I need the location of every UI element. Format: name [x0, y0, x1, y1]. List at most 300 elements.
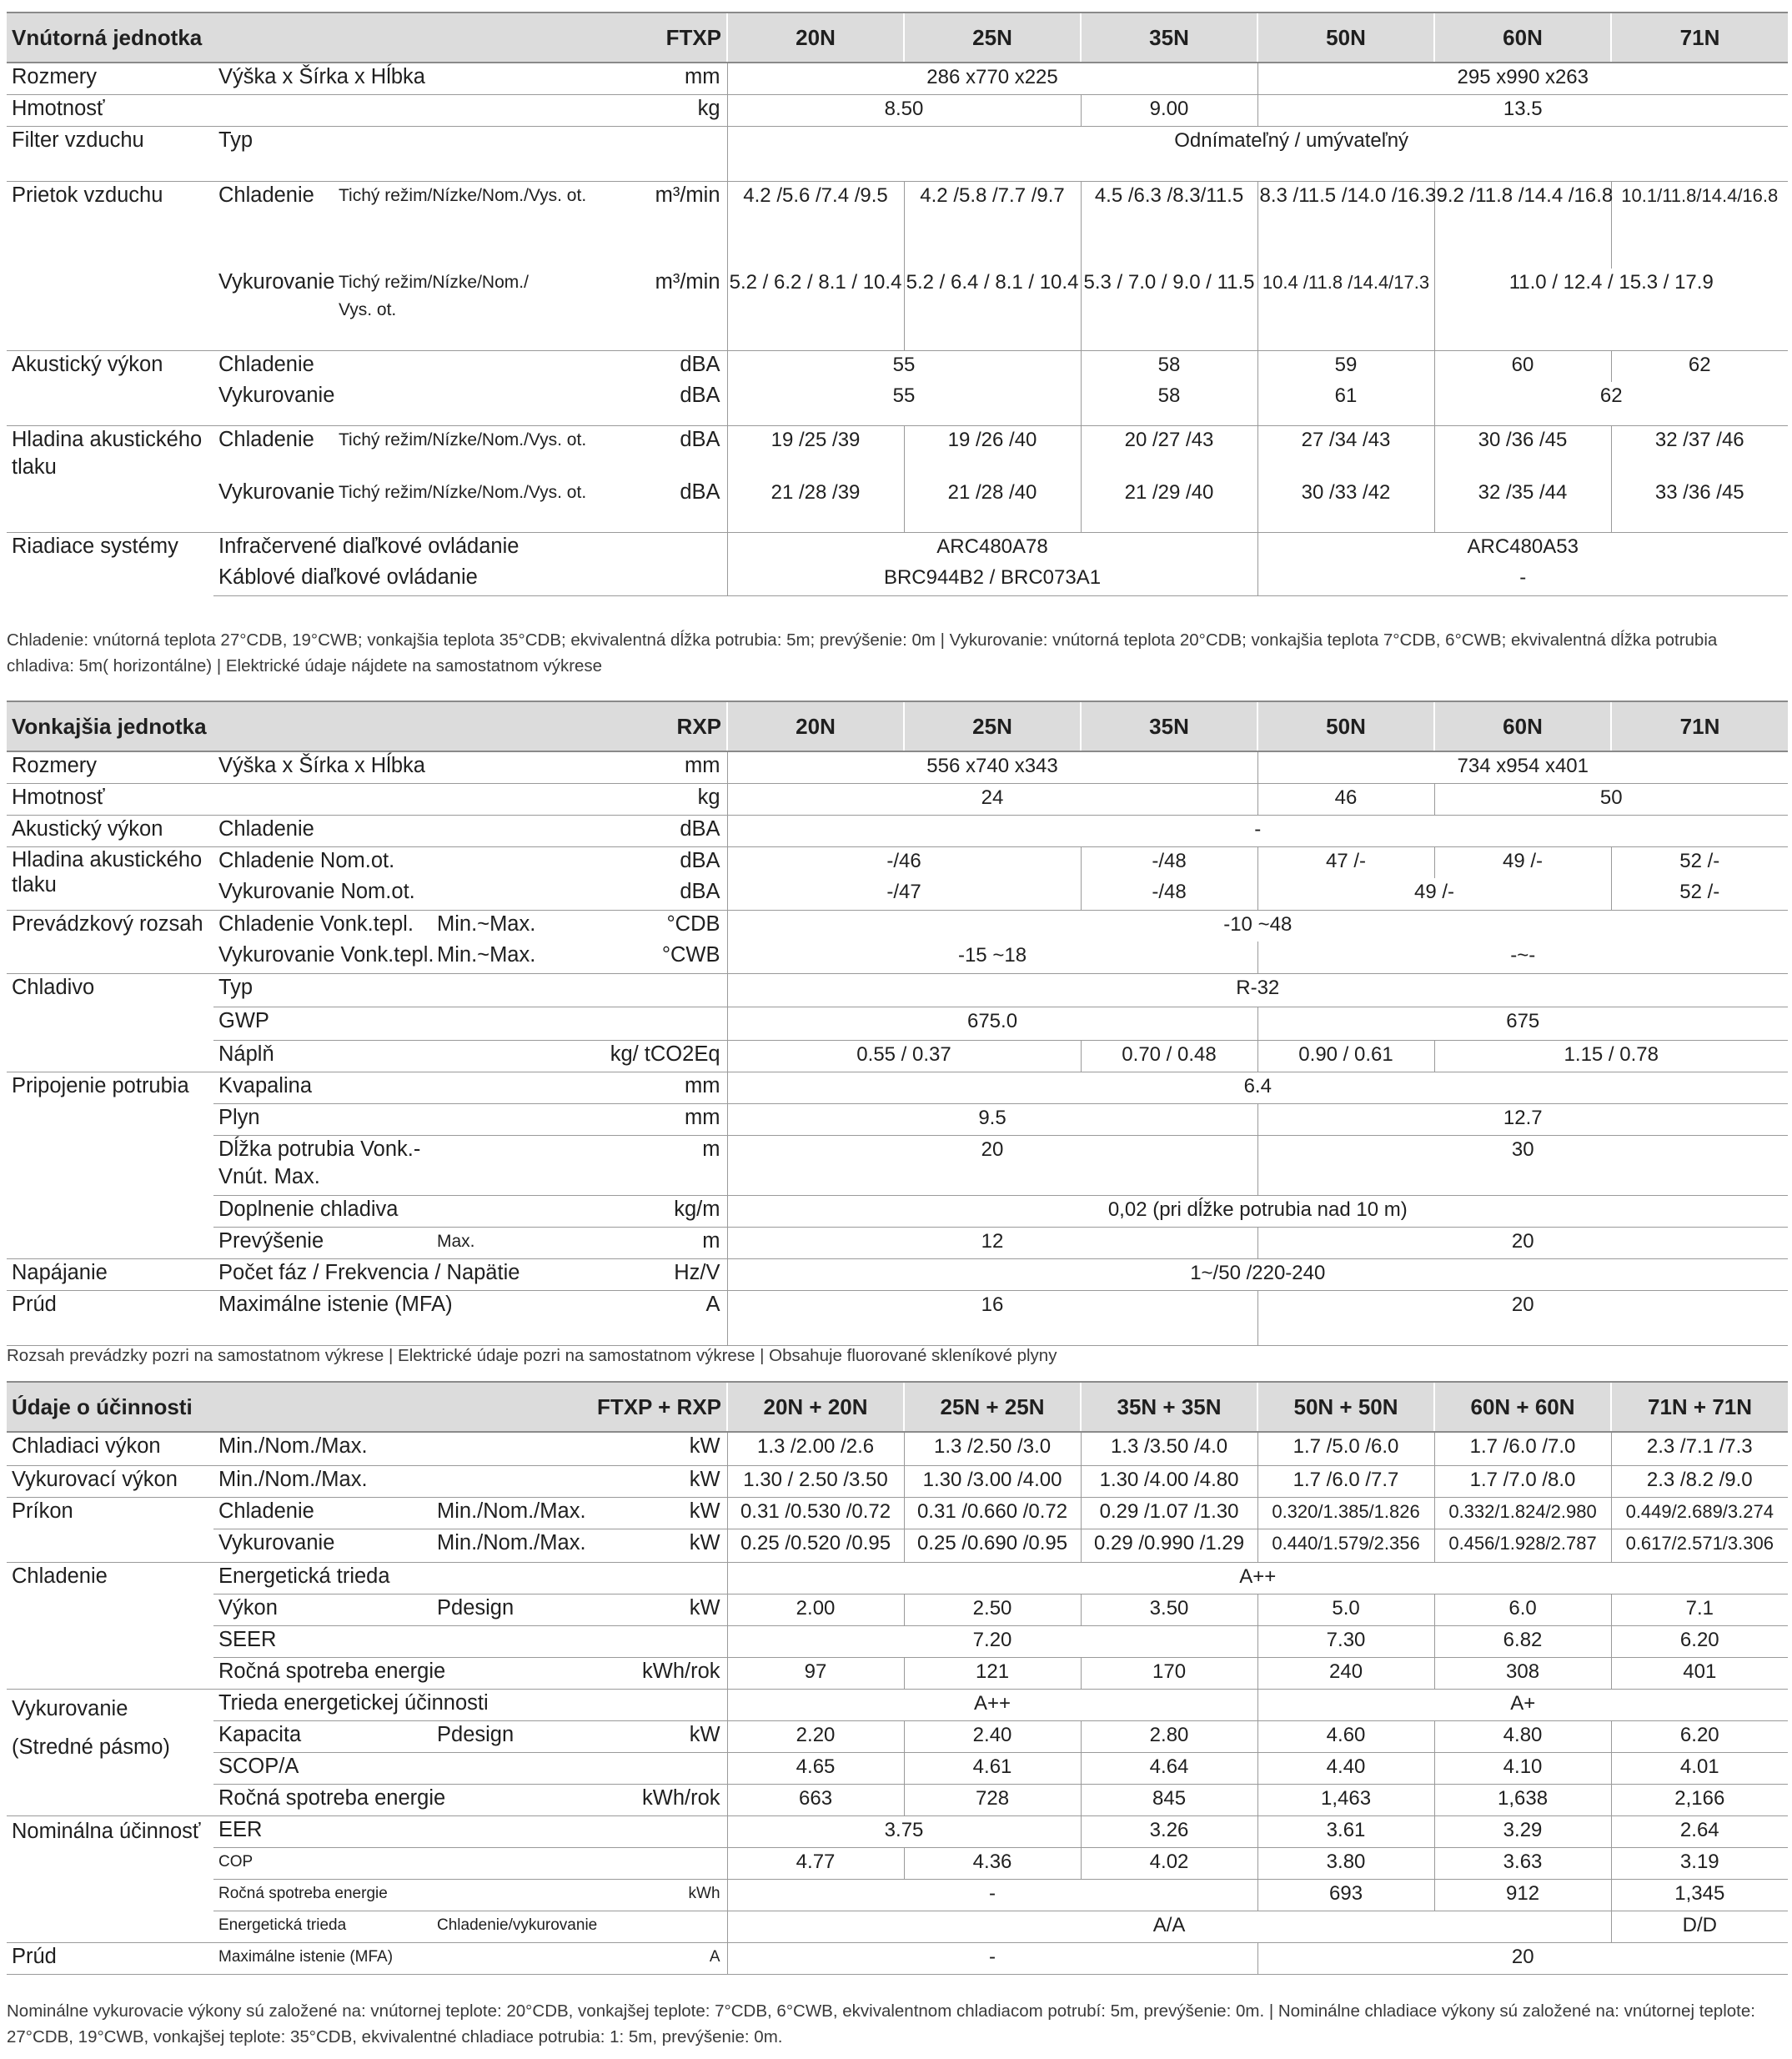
value-cell: 0.90 / 0.61 — [1257, 1040, 1434, 1072]
value-cell: - — [1257, 564, 1788, 595]
value-cell: 60 — [1434, 350, 1611, 382]
value-cell: 675 — [1257, 1007, 1788, 1040]
outdoor-dimensions-row — [7, 751, 1788, 783]
value-cell: -15 ~18 — [727, 942, 1257, 973]
efficiency-input-cool-row — [7, 1497, 1788, 1529]
row-sublabel: Maximálne istenie (MFA) — [213, 1290, 551, 1345]
row-sublabel: Chladenie Nom.ot. — [213, 846, 551, 878]
value-cell: 1.7 /7.0 /8.0 — [1434, 1465, 1611, 1497]
indoor-airflow-cool-row — [7, 181, 1788, 269]
value-cell: 0,02 (pri dĺžke potrubia nad 10 m) — [727, 1195, 1788, 1227]
value-cell: A++ — [727, 1689, 1257, 1720]
value-cell: 121 — [904, 1657, 1081, 1689]
row-unit: kWh/rok — [551, 1784, 727, 1815]
outdoor-liquid-row — [7, 1072, 1788, 1103]
row-label: Hladina akustického tlaku — [7, 425, 213, 532]
row-sublabel: Infračervené diaľkové ovládanie — [213, 532, 727, 564]
value-cell: 20 /27 /43 — [1081, 425, 1257, 479]
row-sublabel: Trieda energetickej účinnosti — [213, 1689, 727, 1720]
value-cell: 6.4 — [727, 1072, 1788, 1103]
row-unit: kWh/rok — [551, 1657, 727, 1689]
outdoor-model: 35N — [1081, 701, 1257, 751]
value-cell: 6.0 — [1434, 1594, 1611, 1625]
indoor-model: 25N — [904, 13, 1081, 63]
efficiency-heat-class-row — [7, 1689, 1788, 1720]
value-cell: -/47 — [727, 878, 1081, 910]
row-sublabel: Energetická trieda — [213, 1562, 727, 1594]
value-cell: 9.00 — [1081, 94, 1257, 126]
row-label: Akustický výkon — [7, 350, 213, 425]
value-cell: ARC480A78 — [727, 532, 1257, 564]
value-cell: 3.50 — [1081, 1594, 1257, 1625]
value-cell: 2.80 — [1081, 1720, 1257, 1752]
value-cell: D/D — [1611, 1911, 1788, 1942]
row-sublabel: SEER — [213, 1625, 727, 1657]
row-unit: °CWB — [661, 943, 720, 967]
value-cell: 12.7 — [1257, 1103, 1788, 1135]
outdoor-refrigerant-type-row — [7, 973, 1788, 1007]
value-cell: 3.29 — [1434, 1815, 1611, 1847]
outdoor-pressure-heat-row — [7, 878, 1788, 910]
value-cell: 0.449/2.689/3.274 — [1611, 1497, 1788, 1529]
value-cell: 4.65 — [727, 1752, 904, 1784]
value-cell: 0.456/1.928/2.787 — [1434, 1529, 1611, 1562]
row-sublabel: Ročná spotreba energie — [213, 1879, 551, 1911]
indoor-model: 71N — [1611, 13, 1788, 63]
indoor-ir-control-row — [7, 532, 1788, 564]
outdoor-gas-row — [7, 1103, 1788, 1135]
efficiency-model: 50N + 50N — [1257, 1382, 1434, 1432]
value-cell: 11.0 / 12.4 / 15.3 / 17.9 — [1434, 269, 1788, 350]
efficiency-model: 20N + 20N — [727, 1382, 904, 1432]
value-cell: 4.61 — [904, 1752, 1081, 1784]
row-label: Rozmery — [7, 63, 213, 94]
value-cell: 0.440/1.579/2.356 — [1257, 1529, 1434, 1562]
row-mode: Min./Nom./Max. — [432, 1497, 551, 1529]
value-cell: 52 /- — [1611, 846, 1788, 878]
row-label: Chladivo — [7, 973, 213, 1072]
row-label: Prietok vzduchu — [7, 181, 213, 350]
value-cell: 401 — [1611, 1657, 1788, 1689]
value-cell: - — [727, 1879, 1257, 1911]
value-cell: 4.40 — [1257, 1752, 1434, 1784]
value-cell: 0.320/1.385/1.826 — [1257, 1497, 1434, 1529]
value-cell: 1.3 /3.50 /4.0 — [1081, 1432, 1257, 1465]
row-label: Pripojenie potrubia — [7, 1072, 213, 1258]
row-unit: dBA — [551, 425, 727, 479]
indoor-filter-row — [7, 126, 1788, 181]
row-unit: mm — [551, 63, 727, 94]
outdoor-gwp-row — [7, 1007, 1788, 1040]
value-cell: 675.0 — [727, 1007, 1257, 1040]
value-cell: 2.50 — [904, 1594, 1081, 1625]
value-cell: 32 /37 /46 — [1611, 425, 1788, 479]
value-cell: 16 — [727, 1290, 1257, 1345]
value-cell: -/48 — [1081, 878, 1257, 910]
efficiency-input-heat-row — [7, 1529, 1788, 1562]
row-sublabel: Káblové diaľkové ovládanie — [213, 564, 727, 595]
value-cell: 4.77 — [727, 1847, 904, 1879]
value-cell: 1.15 / 0.78 — [1434, 1040, 1788, 1072]
row-sublabel: Vykurovanie — [218, 270, 335, 294]
value-cell: 21 /28 /39 — [727, 479, 904, 532]
row-mode: Tichý režim/Nízke/Nom./Vys. ot. — [334, 425, 551, 479]
value-cell: 240 — [1257, 1657, 1434, 1689]
row-unit: m³/min — [655, 270, 720, 294]
row-unit: kW — [551, 1594, 727, 1625]
row-sublabel: Vykurovanie — [213, 1529, 432, 1562]
row-sublabel: Maximálne istenie (MFA) — [213, 1942, 551, 1974]
value-cell: 0.617/2.571/3.306 — [1611, 1529, 1788, 1562]
row-unit: kW — [551, 1432, 727, 1465]
value-cell: 20 — [1257, 1942, 1788, 1974]
row-label: Chladiaci výkon — [7, 1432, 213, 1465]
row-sublabel: SCOP/A — [213, 1752, 727, 1784]
row-label: Hladina akustického tlaku — [7, 846, 213, 910]
row-unit: A — [551, 1942, 727, 1974]
value-cell: 295 x990 x263 — [1257, 63, 1788, 94]
row-mode: Min./Nom./Max. — [432, 1529, 551, 1562]
outdoor-charge-row — [7, 1040, 1788, 1072]
value-cell: 1~/50 /220-240 — [727, 1258, 1788, 1290]
outdoor-title: Vonkajšia jednotka — [7, 701, 551, 751]
efficiency-header-row — [7, 1382, 1788, 1432]
outdoor-model: 50N — [1257, 701, 1434, 751]
efficiency-seer-row — [7, 1625, 1788, 1657]
value-cell: 49 /- — [1257, 878, 1611, 910]
value-cell: 734 x954 x401 — [1257, 751, 1788, 783]
indoor-code: FTXP — [551, 13, 727, 63]
value-cell: 20 — [727, 1135, 1257, 1195]
value-cell: 1,638 — [1434, 1784, 1611, 1815]
value-cell: 4.36 — [904, 1847, 1081, 1879]
outdoor-code: RXP — [551, 701, 727, 751]
row-sublabel: Vykurovanie — [218, 480, 335, 504]
value-cell: 0.29 /0.990 /1.29 — [1081, 1529, 1257, 1562]
row-sublabel: Vykurovanie — [218, 384, 335, 407]
value-cell: 1.3 /2.50 /3.0 — [904, 1432, 1081, 1465]
value-cell: 1.7 /6.0 /7.7 — [1257, 1465, 1434, 1497]
value-cell: 20 — [1257, 1227, 1788, 1258]
row-sublabel: Typ — [213, 973, 727, 1007]
value-cell: 286 x770 x225 — [727, 63, 1257, 94]
value-cell: 308 — [1434, 1657, 1611, 1689]
outdoor-weight-row — [7, 783, 1788, 815]
row-unit: dBA — [680, 880, 720, 903]
row-unit: kW — [551, 1720, 727, 1752]
efficiency-footnote: Nominálne vykurovacie výkony sú založené na: vnútornej teplote: 20°CDB, vonkajšej teplote: 7°CDB, 6°CWB, ekvivalentnom chladiacom potrubí: 5m, prevýšenie: 0m. | Nominálne chladiace výkony sú založené na: vnútornej teplote: 27°CDB, 19°CWB, vonkajšej teplote: 35°CDB, ekvivalentné chladiace potrubia: 1: 5m, prevýšenie: 0m. — [7, 2001, 1755, 2046]
row-label: Hmotnosť — [7, 783, 213, 815]
value-cell: 1.30 / 2.50 /3.50 — [727, 1465, 904, 1497]
efficiency-model: 25N + 25N — [904, 1382, 1081, 1432]
value-cell: 4.64 — [1081, 1752, 1257, 1784]
row-label: Prúd — [7, 1942, 213, 1974]
row-unit: kWh — [551, 1879, 727, 1911]
row-sublabel: Plyn — [213, 1103, 551, 1135]
row-label: Nominálna účinnosť — [7, 1815, 213, 1942]
value-cell: 8.50 — [727, 94, 1081, 126]
indoor-dimensions-row — [7, 63, 1788, 94]
row-unit: mm — [551, 1103, 727, 1135]
row-mode: Min.~Max. — [437, 943, 536, 967]
row-sublabel: Ročná spotreba energie — [213, 1657, 551, 1689]
efficiency-pdesign-row — [7, 1594, 1788, 1625]
outdoor-current-row — [7, 1290, 1788, 1345]
value-cell: 9.2 /11.8 /14.4 /16.8 — [1434, 181, 1611, 269]
value-cell: 3.26 — [1081, 1815, 1257, 1847]
indoor-model: 20N — [727, 13, 904, 63]
value-cell: 3.61 — [1257, 1815, 1434, 1847]
row-sublabel: Ročná spotreba energie — [213, 1784, 551, 1815]
outdoor-additional-charge-row — [7, 1195, 1788, 1227]
value-cell: 5.0 — [1257, 1594, 1434, 1625]
value-cell: -/46 — [727, 846, 1081, 878]
row-unit: mm — [551, 1072, 727, 1103]
value-cell: -10 ~48 — [727, 910, 1788, 942]
value-cell: 0.55 / 0.37 — [727, 1040, 1081, 1072]
outdoor-pipe-length-row — [7, 1135, 1788, 1195]
value-cell: 1.7 /5.0 /6.0 — [1257, 1432, 1434, 1465]
row-label: Akustický výkon — [7, 815, 213, 846]
value-cell: - — [727, 1942, 1257, 1974]
value-cell: BRC944B2 / BRC073A1 — [727, 564, 1257, 595]
row-sublabel: Chladenie — [213, 425, 334, 479]
efficiency-model: 60N + 60N — [1434, 1382, 1611, 1432]
row-sublabel: Výkon — [213, 1594, 432, 1625]
efficiency-heating-capacity-row — [7, 1465, 1788, 1497]
efficiency-cop-row — [7, 1847, 1788, 1879]
row-sublabel: Typ — [213, 126, 551, 181]
value-cell: 30 /33 /42 — [1257, 479, 1434, 532]
row-unit: dBA — [551, 815, 727, 846]
value-cell: 12 — [727, 1227, 1257, 1258]
value-cell: 32 /35 /44 — [1434, 479, 1611, 532]
value-cell: 1.3 /2.00 /2.6 — [727, 1432, 904, 1465]
row-sublabel: Výška x Šírka x Hĺbka — [213, 63, 551, 94]
row-unit: m — [551, 1135, 727, 1195]
row-sublabel: Chladenie — [213, 815, 551, 846]
value-cell: 19 /25 /39 — [727, 425, 904, 479]
value-cell: 1,345 — [1611, 1879, 1788, 1911]
value-cell: 6.20 — [1611, 1720, 1788, 1752]
value-cell: 7.30 — [1257, 1625, 1434, 1657]
efficiency-current-row — [7, 1942, 1788, 1974]
value-cell: 52 /- — [1611, 878, 1788, 910]
value-cell: 8.3 /11.5 /14.0 /16.3 — [1257, 181, 1434, 269]
value-cell: 4.80 — [1434, 1720, 1611, 1752]
row-unit: Hz/V — [551, 1258, 727, 1290]
row-unit: mm — [551, 751, 727, 783]
row-unit: kg — [551, 783, 727, 815]
row-mode: Pdesign — [432, 1720, 551, 1752]
indoor-sound-power-cool-row — [7, 350, 1788, 382]
value-cell: 1.30 /4.00 /4.80 — [1081, 1465, 1257, 1497]
value-cell: 2.3 /8.2 /9.0 — [1611, 1465, 1788, 1497]
value-cell: Odnímateľný / umývateľný — [727, 126, 1788, 181]
indoor-spec-table — [7, 12, 1788, 596]
outdoor-header-row — [7, 701, 1788, 751]
row-label: Chladenie — [7, 1562, 213, 1689]
outdoor-sound-power-row — [7, 815, 1788, 846]
value-cell: 0.25 /0.520 /0.95 — [727, 1529, 904, 1562]
value-cell: 62 — [1611, 350, 1788, 382]
efficiency-title: Údaje o účinnosti — [7, 1382, 551, 1432]
row-sublabel: Doplnenie chladiva — [213, 1195, 551, 1227]
value-cell: -/48 — [1081, 846, 1257, 878]
value-cell: 3.75 — [727, 1815, 1081, 1847]
value-cell: A+ — [1257, 1689, 1788, 1720]
value-cell: -~- — [1257, 942, 1788, 973]
value-cell: 50 — [1434, 783, 1788, 815]
indoor-airflow-heat-row — [7, 269, 1788, 350]
value-cell: 4.2 /5.8 /7.7 /9.7 — [904, 181, 1081, 269]
value-cell: 21 /28 /40 — [904, 479, 1081, 532]
value-cell: 6.82 — [1434, 1625, 1611, 1657]
row-sublabel: COP — [213, 1847, 727, 1879]
row-sublabel: Chladenie — [213, 350, 551, 382]
value-cell: 21 /29 /40 — [1081, 479, 1257, 532]
value-cell: 55 — [727, 382, 1081, 425]
value-cell: 24 — [727, 783, 1257, 815]
efficiency-nominal-class-row — [7, 1911, 1788, 1942]
efficiency-nominal-annual-row — [7, 1879, 1788, 1911]
row-sublabel: GWP — [213, 1007, 727, 1040]
value-cell: 62 — [1434, 382, 1788, 425]
row-label: Hmotnosť — [7, 94, 213, 126]
row-sublabel: Vykurovanie Vonk.tepl. — [218, 943, 434, 967]
efficiency-capacity-row — [7, 1720, 1788, 1752]
efficiency-cooling-capacity-row — [7, 1432, 1788, 1465]
indoor-header-row — [7, 13, 1788, 63]
value-cell: 4.01 — [1611, 1752, 1788, 1784]
row-label: Príkon — [7, 1497, 213, 1562]
row-unit: kg/m — [551, 1195, 727, 1227]
value-cell: 59 — [1257, 350, 1434, 382]
efficiency-code: FTXP + RXP — [551, 1382, 727, 1432]
indoor-pressure-cool-row — [7, 425, 1788, 479]
efficiency-scop-row — [7, 1752, 1788, 1784]
row-label: Vykurovací výkon — [7, 1465, 213, 1497]
indoor-model: 50N — [1257, 13, 1434, 63]
value-cell: 20 — [1257, 1290, 1788, 1345]
value-cell: 728 — [904, 1784, 1081, 1815]
indoor-weight-row — [7, 94, 1788, 126]
value-cell: 4.2 /5.6 /7.4 /9.5 — [727, 181, 904, 269]
value-cell: 1.7 /6.0 /7.0 — [1434, 1432, 1611, 1465]
row-unit: dBA — [551, 846, 727, 878]
value-cell: 0.31 /0.530 /0.72 — [727, 1497, 904, 1529]
value-cell: 97 — [727, 1657, 904, 1689]
row-label: Napájanie — [7, 1258, 213, 1290]
outdoor-model: 60N — [1434, 701, 1611, 751]
row-unit: kg — [551, 94, 727, 126]
value-cell: 2.40 — [904, 1720, 1081, 1752]
value-cell: 5.3 / 7.0 / 9.0 / 11.5 — [1081, 269, 1257, 350]
row-sublabel: Kapacita — [213, 1720, 432, 1752]
outdoor-operation-cool-row — [7, 910, 1788, 942]
efficiency-model: 35N + 35N — [1081, 1382, 1257, 1432]
row-sublabel: Min./Nom./Max. — [213, 1432, 551, 1465]
row-mode: Min.~Max. — [432, 910, 551, 942]
value-cell: 7.1 — [1611, 1594, 1788, 1625]
value-cell: 0.25 /0.690 /0.95 — [904, 1529, 1081, 1562]
row-sublabel: Výška x Šírka x Hĺbka — [213, 751, 551, 783]
value-cell: 4.60 — [1257, 1720, 1434, 1752]
row-sublabel: Energetická trieda — [213, 1911, 432, 1942]
row-label: Rozmery — [7, 751, 213, 783]
value-cell: 2.20 — [727, 1720, 904, 1752]
value-cell: 0.29 /1.07 /1.30 — [1081, 1497, 1257, 1529]
row-label: Vykurovanie (Stredné pásmo) — [7, 1689, 213, 1815]
value-cell: 46 — [1257, 783, 1434, 815]
value-cell: 4.10 — [1434, 1752, 1611, 1784]
indoor-model: 60N — [1434, 13, 1611, 63]
value-cell: 2.64 — [1611, 1815, 1788, 1847]
row-unit: m — [551, 1227, 727, 1258]
value-cell: 0.70 / 0.48 — [1081, 1040, 1257, 1072]
value-cell: R-32 — [727, 973, 1788, 1007]
efficiency-annual-heat-row — [7, 1784, 1788, 1815]
outdoor-footnote: Rozsah prevádzky pozri na samostatnom výkrese | Elektrické údaje pozri na samostatnom výkrese | Obsahuje fluorované skleníkové plyny — [7, 1346, 1057, 1365]
value-cell: 845 — [1081, 1784, 1257, 1815]
value-cell: 2.3 /7.1 /7.3 — [1611, 1432, 1788, 1465]
row-unit: kW — [551, 1465, 727, 1497]
value-cell: 30 — [1257, 1135, 1788, 1195]
efficiency-eer-row — [7, 1815, 1788, 1847]
row-unit: m³/min — [551, 181, 727, 269]
value-cell: 912 — [1434, 1879, 1611, 1911]
value-cell: 61 — [1257, 382, 1434, 425]
row-sublabel: EER — [213, 1815, 727, 1847]
row-label: Prevádzkový rozsah — [7, 910, 213, 973]
value-cell: 2,166 — [1611, 1784, 1788, 1815]
indoor-model: 35N — [1081, 13, 1257, 63]
row-sublabel: Chladenie — [213, 1497, 432, 1529]
indoor-title: Vnútorná jednotka — [7, 13, 551, 63]
row-label: Filter vzduchu — [7, 126, 213, 181]
value-cell: 6.20 — [1611, 1625, 1788, 1657]
efficiency-annual-cool-row — [7, 1657, 1788, 1689]
row-label: Prúd — [7, 1290, 213, 1345]
value-cell: 4.5 /6.3 /8.3/11.5 — [1081, 181, 1257, 269]
value-cell: 0.31 /0.660 /0.72 — [904, 1497, 1081, 1529]
row-mode: Tichý režim/Nízke/Nom./Vys. ot. — [339, 483, 587, 502]
efficiency-model: 71N + 71N — [1611, 1382, 1788, 1432]
value-cell: 58 — [1081, 382, 1257, 425]
value-cell: 7.20 — [727, 1625, 1257, 1657]
row-unit: kW — [551, 1529, 727, 1562]
row-sublabel: Chladenie Vonk.tepl. — [213, 910, 432, 942]
outdoor-spec-table — [7, 701, 1788, 1346]
value-cell: 10.4 /11.8 /14.4/17.3 — [1257, 269, 1434, 350]
value-cell: 55 — [727, 350, 1081, 382]
value-cell: 0.332/1.824/2.980 — [1434, 1497, 1611, 1529]
value-cell: 13.5 — [1257, 94, 1788, 126]
row-sublabel: Chladenie — [213, 181, 334, 269]
efficiency-spec-table — [7, 1381, 1788, 1975]
indoor-wired-control-row — [7, 564, 1788, 595]
row-sublabel: Náplň — [213, 1040, 551, 1072]
outdoor-model: 25N — [904, 701, 1081, 751]
row-sublabel: Prevýšenie — [213, 1227, 432, 1258]
value-cell: 9.5 — [727, 1103, 1257, 1135]
value-cell: 3.80 — [1257, 1847, 1434, 1879]
outdoor-power-supply-row — [7, 1258, 1788, 1290]
value-cell: 49 /- — [1434, 846, 1611, 878]
row-unit: A — [551, 1290, 727, 1345]
row-unit: dBA — [680, 480, 720, 504]
value-cell: 19 /26 /40 — [904, 425, 1081, 479]
